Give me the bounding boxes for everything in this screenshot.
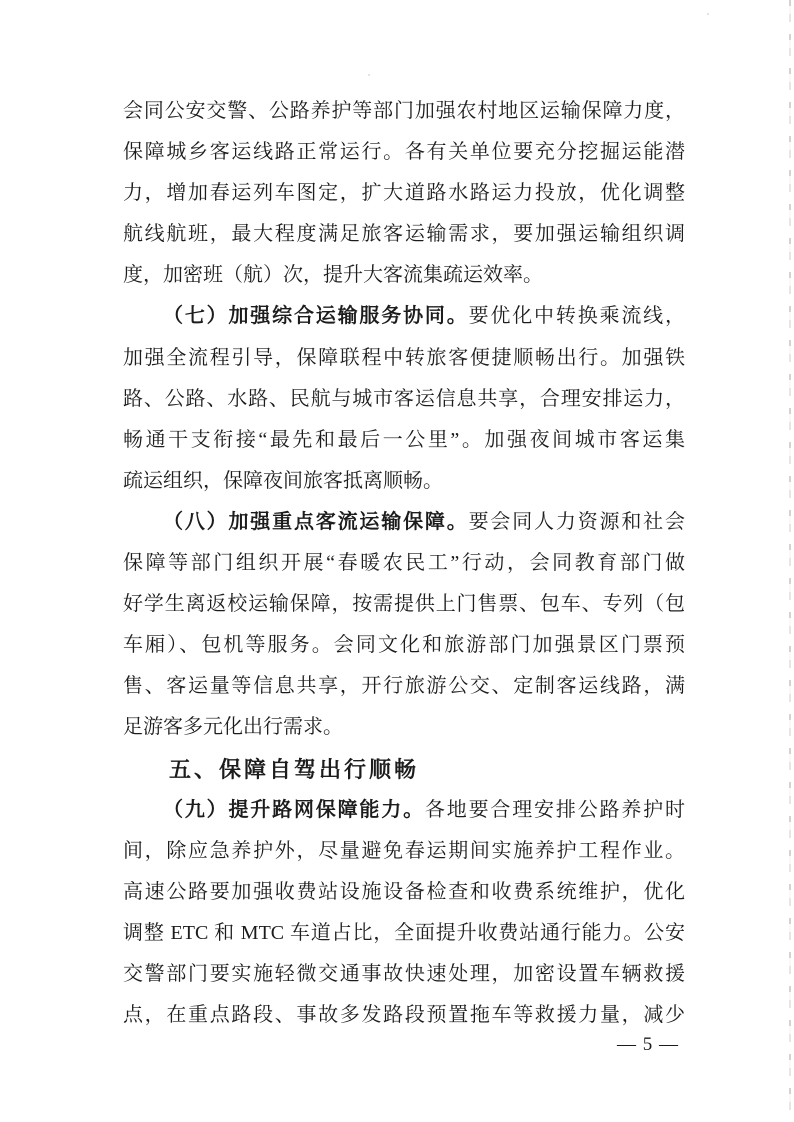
line-text: 足游客多元化出行需求。 <box>123 716 343 739</box>
line-text: 加强全流程引导，保障联程中转旅客便捷顺畅出行。加强铁 <box>123 346 685 369</box>
line-text: 车厢）、包机等服务。会同文化和旅游部门加强景区门票预 <box>123 634 685 657</box>
line-text: 售、客运量等信息共享，开行旅游公交、定制客运线路，满 <box>123 675 685 698</box>
line-text: 各地要合理安排公路养护时 <box>424 798 686 821</box>
text-line <box>123 214 685 255</box>
heading-text: 五、保障自驾出行顺畅 <box>169 756 420 782</box>
line-text: 调整 ETC 和 MTC 车道占比，全面提升收费站通行能力。公安 <box>123 921 685 944</box>
text-line <box>123 132 685 173</box>
text-line <box>123 255 685 296</box>
text-line <box>123 379 685 420</box>
text-line <box>123 625 685 666</box>
line-text: 要优化中转换乘流线， <box>468 305 686 328</box>
text-line <box>123 543 685 584</box>
text-line <box>123 461 685 502</box>
scan-speck <box>707 13 709 15</box>
paragraph-seven-title: （七）加强综合运输服务协同。 <box>163 305 469 328</box>
paragraph-eight-title: （八）加强重点客流运输保障。 <box>163 510 469 533</box>
line-text: 航线航班，最大程度满足旅客运输需求，要加强运输组织调 <box>123 223 685 246</box>
scan-speck <box>368 74 370 76</box>
line-text: 力，增加春运列车图定，扩大道路水路运力投放，优化调整 <box>123 182 685 205</box>
line-text: 保障城乡客运线路正常运行。各有关单位要充分挖掘运能潜 <box>123 141 685 164</box>
document-body <box>123 91 685 1036</box>
line-text: 会同公安交警、公路养护等部门加强农村地区运输保障力度， <box>123 100 685 122</box>
text-line <box>123 707 685 748</box>
paragraph-nine-first-line <box>123 790 685 831</box>
paragraph-seven-first-line <box>123 296 685 337</box>
text-line <box>123 420 685 461</box>
text-line <box>123 338 685 379</box>
text-line <box>123 954 685 995</box>
page-number: — 5 — <box>617 1034 679 1055</box>
line-text: 疏运组织，保障夜间旅客抵离顺畅。 <box>123 469 443 492</box>
text-line <box>123 584 685 625</box>
section-five-heading <box>123 749 685 790</box>
line-text: 度，加密班（航）次，提升大客流集疏运效率。 <box>123 264 543 287</box>
line-text: 点，在重点路段、事故多发路段预置拖车等救援力量，减少 <box>123 1004 685 1027</box>
line-text: 保障等部门组织开展“春暖农民工”行动，会同教育部门做 <box>123 552 685 575</box>
line-text: 要会同人力资源和社会 <box>468 510 686 533</box>
line-text: 交警部门要实施轻微交通事故快速处理，加密设置车辆救援 <box>123 962 685 985</box>
line-text: 好学生离返校运输保障，按需提供上门售票、包车、专列（包 <box>123 593 685 616</box>
text-line <box>123 666 685 707</box>
line-text: 畅通干支衔接“最先和最后一公里”。加强夜间城市客运集 <box>123 428 685 451</box>
text-line <box>123 173 685 214</box>
text-line <box>123 913 685 954</box>
line-text: 高速公路要加强收费站设施设备检查和收费系统维护，优化 <box>123 880 685 903</box>
scan-edge-artifact <box>789 0 791 1122</box>
paragraph-eight-first-line <box>123 502 685 543</box>
line-text: 路、公路、水路、民航与城市客运信息共享，合理安排运力， <box>123 387 685 410</box>
line-text: 间，除应急养护外，尽量避免春运期间实施养护工程作业。 <box>123 839 685 862</box>
paragraph-nine-title: （九）提升路网保障能力。 <box>163 798 425 821</box>
text-line <box>123 831 685 872</box>
text-line <box>123 995 685 1036</box>
text-line <box>123 91 685 132</box>
text-line <box>123 872 685 913</box>
